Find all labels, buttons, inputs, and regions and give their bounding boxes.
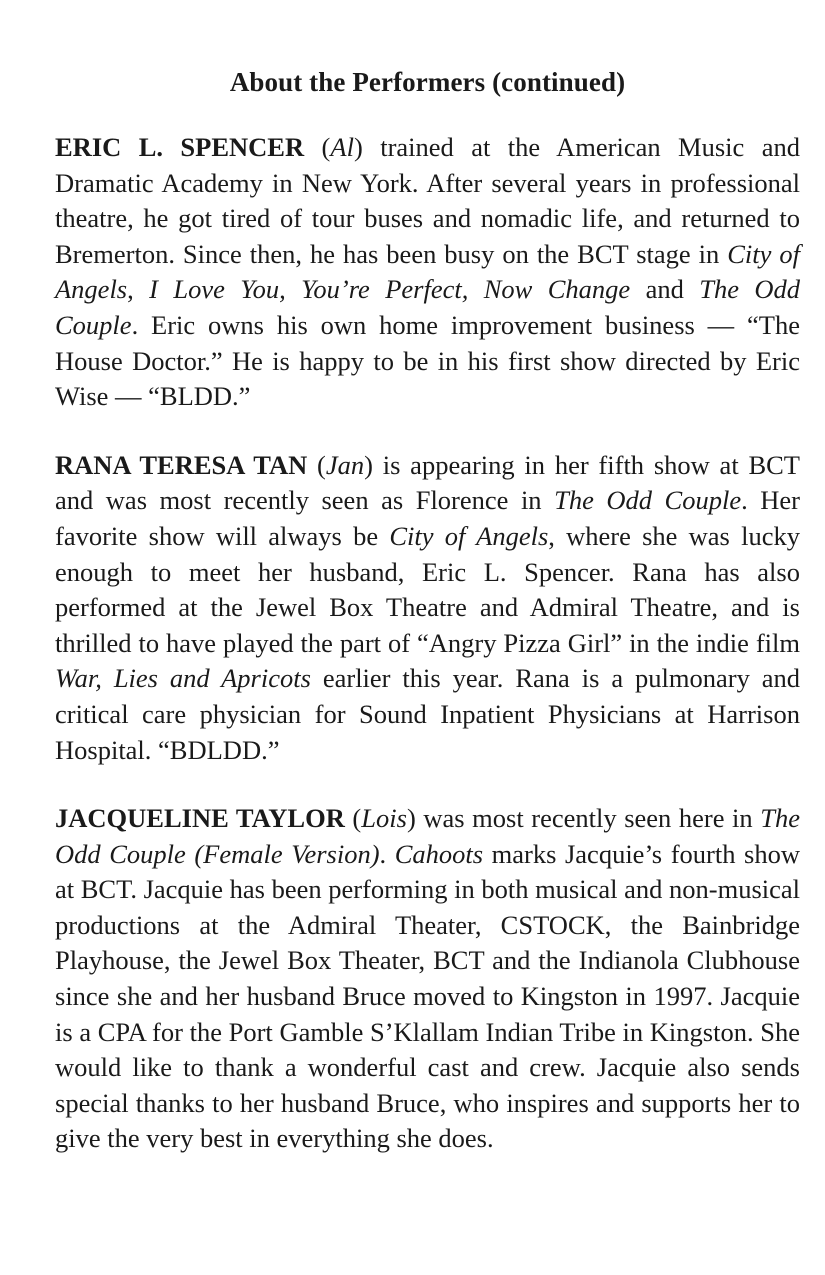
bio-text: is appearing in her fifth show at BCT and was most recently seen as Florence in [55, 449, 800, 516]
show-title: City of Angels [389, 520, 549, 551]
bio-text: trained at the American Music and Dramatic Academy in New York. After several years in professional theatre, he got tired of tour buses and nomadic life, and returned to Bremerton. Since then, he has been busy on the BCT stage in [55, 132, 800, 269]
show-title: The Odd Couple [554, 485, 742, 516]
show-title: Cahoots [394, 838, 484, 869]
bio-text: . Eric owns his own home improvement business — “The House Doctor.” He is happy to be in his first show directed by Eric Wise — “BLDD.” [55, 309, 800, 412]
performer-name: ERIC L. SPENCER [55, 132, 305, 162]
page-title: About the Performers (continued) [229, 67, 626, 97]
bio-text: , [127, 274, 150, 305]
performer-role: Jan [325, 449, 365, 480]
program-page [55, 62, 800, 1190]
bio-text: and [630, 274, 700, 305]
show-title: I Love You, You’re Perfect, Now Change [149, 274, 631, 305]
performer-bio-rana-tan: RANA TERESA TAN (Jan) is appearing in her fifth show at BCT and was most recently seen as Florence in The Odd Couple. Her favorite show will always be City of Angels, where she was lucky enough to meet her husband, Eric L. Spencer. Rana has also performed at the Jewel Box Theatre and Admiral Theatre, and is thrilled to have played the part of “Angry Pizza Girl” in the indie film War, Lies and Apricots earlier this year. Rana is a pulmonary and critical care physician for Sound Inpatient Physicians at Harrison Hospital. “BDLDD.” [55, 449, 801, 765]
performer-bio-eric-spencer: ERIC L. SPENCER (Al) trained at the American Music and Dramatic Academy in New York. After several years in professional theatre, he got tired of tour buses and nomadic life, and returned to Bremerton. Since then, he has been busy on the BCT stage in City of Angels, I Love You, You’re Perfect, Now Change and The Odd Couple. Eric owns his own home improvement business — “The House Doctor.” He is happy to be in his first show directed by Eric Wise — “BLDD.” [55, 132, 800, 412]
show-title: City of Angels [55, 238, 800, 305]
bio-text: , where she was lucky enough to meet her husband, Eric L. Spencer. Rana has also performed at the Jewel Box Theatre and Admiral Theatre, and is thrilled to have played the part of “Angry Pizza Girl” in the indie film [55, 520, 800, 658]
bio-text: . [379, 838, 395, 869]
show-title: The Odd Couple (Female Version) [55, 803, 801, 869]
performer-role: Al [330, 132, 354, 162]
film-title: War, Lies and Apricots [55, 663, 311, 694]
performer-role: Lois [361, 803, 407, 834]
bio-text: earlier this year. Rana is a pulmonary and critical care physician for Sound Inpatient Physicians at Harrison Hospital. “BDLDD.” [55, 663, 801, 765]
performer-name: RANA TERESA TAN [55, 449, 308, 480]
bio-text: was most recently seen here in [415, 803, 761, 834]
performer-bio-jacqueline-taylor: JACQUELINE TAYLOR (Lois) was most recently seen here in The Odd Couple (Female Version). Cahoots marks Jacquie’s fourth show at BCT. Jacquie has been performing in both musical and non-musical productions at the Admiral Theater, CSTOCK, the Bainbridge Playhouse, the Jewel Box Theater, BCT and the Indianola Clubhouse since she and her husband Bruce moved to Kingston in 1997. Jacquie is a CPA for the Port Gamble S’Klallam Indian Tribe in Kingston. She would like to thank a wonderful cast and crew. Jacquie also sends special thanks to her husband Bruce, who inspires and supports her to give the very best in everything she does. [55, 803, 801, 1154]
show-title: The Odd Couple [55, 274, 800, 340]
bio-text: marks Jacquie’s fourth show at BCT. Jacquie has been performing in both musical and non-musical productions at the Admiral Theater, CSTOCK, the Bainbridge Playhouse, the Jewel Box Theater, BCT and the Indianola Clubhouse since she and her husband Bruce moved to Kingston in 1997. Jacquie is a CPA for the Port Gamble S’Klallam Indian Tribe in Kingston. She would like to thank a wonderful cast and crew. Jacquie also sends special thanks to her husband Bruce, who inspires and supports her to give the very best in everything she does. [55, 838, 801, 1154]
bio-text: . Her favorite show will always be [55, 485, 801, 551]
performer-name: JACQUELINE TAYLOR [55, 803, 345, 834]
